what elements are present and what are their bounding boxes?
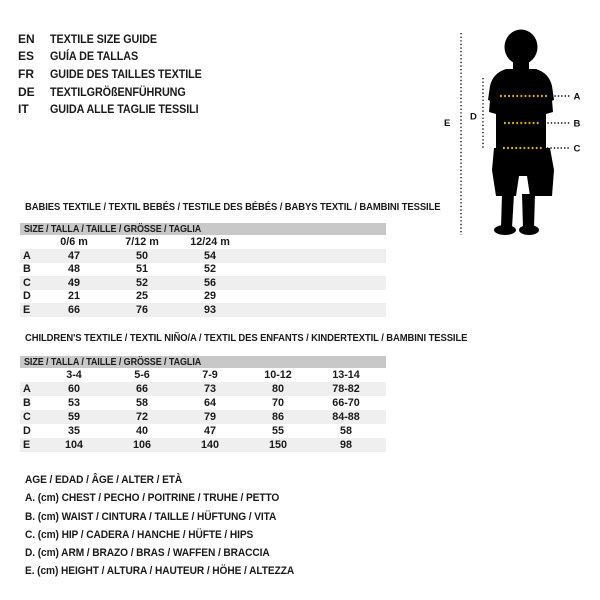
table-row (20, 263, 386, 277)
cell-value: 55 (271, 425, 284, 437)
language-row-de (18, 83, 219, 101)
cell-value: 98 (339, 439, 352, 451)
row-label: C (23, 276, 31, 289)
row-label: E (23, 303, 31, 316)
size-header-text: SIZE / TALLA / TAILLE / GRÖSSE / TAGLIA (24, 356, 202, 368)
cell-value: 52 (135, 276, 148, 289)
cell-value: 86 (271, 411, 284, 423)
column-header: 3-4 (66, 369, 82, 381)
column-header: 7/12 m (125, 236, 159, 248)
cell-value: 79 (203, 411, 216, 423)
cell-value: 150 (268, 439, 287, 451)
cell-value: 66 (67, 303, 80, 316)
language-list (18, 30, 219, 118)
label-arm-d: D (470, 111, 477, 123)
language-title: GUÍA DE TALLAS (50, 49, 139, 64)
label-hip-c: C (573, 143, 581, 155)
language-title: GUIDE DES TAILLES TEXTILE (50, 66, 202, 81)
cell-value: 25 (135, 290, 148, 303)
children-heading-text: CHILDREN'S TEXTILE / TEXTIL NIÑO/A / TEXTIL DES ENFANTS / KINDERTEXTIL / BAMBINI TESSILE (25, 332, 468, 344)
cell-value: 140 (200, 439, 219, 451)
table-row (20, 382, 386, 396)
babies-section-heading (25, 201, 487, 213)
legend-line-arm: D. (cm) ARM / BRAZO / BRAS / WAFFEN / BRACCIA (25, 547, 270, 560)
table-row (20, 290, 386, 304)
table-row (20, 410, 386, 424)
language-row-en (18, 30, 219, 48)
column-header: 10-12 (264, 369, 292, 381)
row-label: A (23, 249, 31, 262)
table-row (20, 438, 386, 452)
cell-value: 76 (135, 303, 148, 316)
cell-value: 70 (271, 397, 284, 409)
cell-value: 53 (67, 397, 80, 409)
language-code: ES (18, 49, 35, 64)
language-title: GUIDA ALLE TAGLIE TESSILI (50, 102, 199, 117)
cell-value: 93 (203, 303, 216, 316)
language-code: FR (18, 66, 34, 81)
column-header: 7-9 (202, 369, 218, 381)
cell-value: 58 (135, 397, 148, 409)
cell-value: 78-82 (332, 383, 360, 395)
column-header: 12/24 m (190, 236, 230, 248)
cell-value: 66 (135, 383, 148, 395)
children-size-table (20, 356, 386, 452)
legend-line-age: AGE / EDAD / ÂGE / ALTER / ETÀ (25, 474, 183, 486)
language-code: IT (18, 102, 29, 117)
child-silhouette (488, 30, 554, 236)
cell-value: 80 (271, 383, 284, 395)
table-row (20, 249, 386, 263)
cell-value: 66-70 (332, 397, 360, 409)
row-label: D (23, 425, 31, 437)
cell-value: 84-88 (332, 411, 360, 423)
cell-value: 35 (67, 425, 80, 437)
cell-value: 49 (67, 276, 80, 289)
cell-value: 47 (203, 425, 216, 437)
row-label: B (23, 397, 31, 409)
language-title: TEXTILGRÖßENFÜHRUNG (50, 84, 186, 99)
language-row-fr (18, 65, 219, 83)
measurement-legend (25, 471, 324, 581)
cell-value: 40 (135, 425, 148, 437)
cell-value: 106 (132, 439, 151, 451)
cell-value: 48 (67, 263, 80, 276)
row-label: A (23, 383, 31, 395)
table-row (20, 424, 386, 438)
cell-value: 72 (135, 411, 148, 423)
size-header-bar (20, 356, 386, 368)
children-column-header-row (20, 368, 386, 382)
table-row (20, 303, 386, 317)
row-label: D (23, 290, 31, 303)
size-header-bar (20, 223, 386, 235)
cell-value: 64 (203, 397, 216, 409)
cell-value: 73 (203, 383, 216, 395)
cell-value: 52 (203, 263, 216, 276)
babies-size-table (20, 223, 386, 317)
babies-heading-text: BABIES TEXTILE / TEXTIL BEBÉS / TESTILE DES BÉBÉS / BABYS TEXTIL / BAMBINI TESSILE (25, 201, 441, 213)
row-label: B (23, 263, 31, 276)
table-row (20, 276, 386, 290)
cell-value: 56 (203, 276, 216, 289)
babies-column-header-row (20, 235, 386, 249)
row-label: E (23, 439, 31, 451)
cell-value: 60 (67, 383, 80, 395)
cell-value: 58 (339, 425, 352, 437)
cell-value: 51 (135, 263, 148, 276)
cell-value: 59 (67, 411, 80, 423)
column-header: 5-6 (134, 369, 150, 381)
cell-value: 104 (64, 439, 83, 451)
legend-line-waist: B. (cm) WAIST / CINTURA / TAILLE / HÜFTUNG / VITA (25, 510, 277, 523)
column-header: 0/6 m (60, 236, 88, 248)
cell-value: 54 (203, 249, 216, 262)
legend-line-height: E. (cm) HEIGHT / ALTURA / HAUTEUR / HÖHE / ALTEZZA (25, 565, 295, 578)
legend-line-chest: A. (cm) CHEST / PECHO / POITRINE / TRUHE / PETTO (25, 492, 280, 505)
cell-value: 21 (67, 290, 80, 303)
language-row-es (18, 48, 219, 66)
language-title: TEXTILE SIZE GUIDE (50, 31, 158, 46)
label-height-e: E (444, 118, 451, 129)
language-row-it (18, 100, 219, 118)
language-code: DE (18, 84, 35, 99)
language-code: EN (18, 31, 35, 46)
legend-line-hip: C. (cm) HIP / CADERA / HANCHE / HÜFTE / HIPS (25, 528, 254, 541)
label-chest-a: A (573, 91, 581, 103)
children-section-heading (25, 332, 517, 344)
table-row (20, 396, 386, 410)
label-waist-b: B (573, 118, 581, 130)
cell-value: 47 (67, 249, 80, 262)
row-label: C (23, 411, 31, 423)
cell-value: 29 (203, 290, 216, 303)
cell-value: 50 (135, 249, 148, 262)
column-header: 13-14 (332, 369, 360, 381)
size-header-text: SIZE / TALLA / TAILLE / GRÖSSE / TAGLIA (24, 223, 202, 235)
